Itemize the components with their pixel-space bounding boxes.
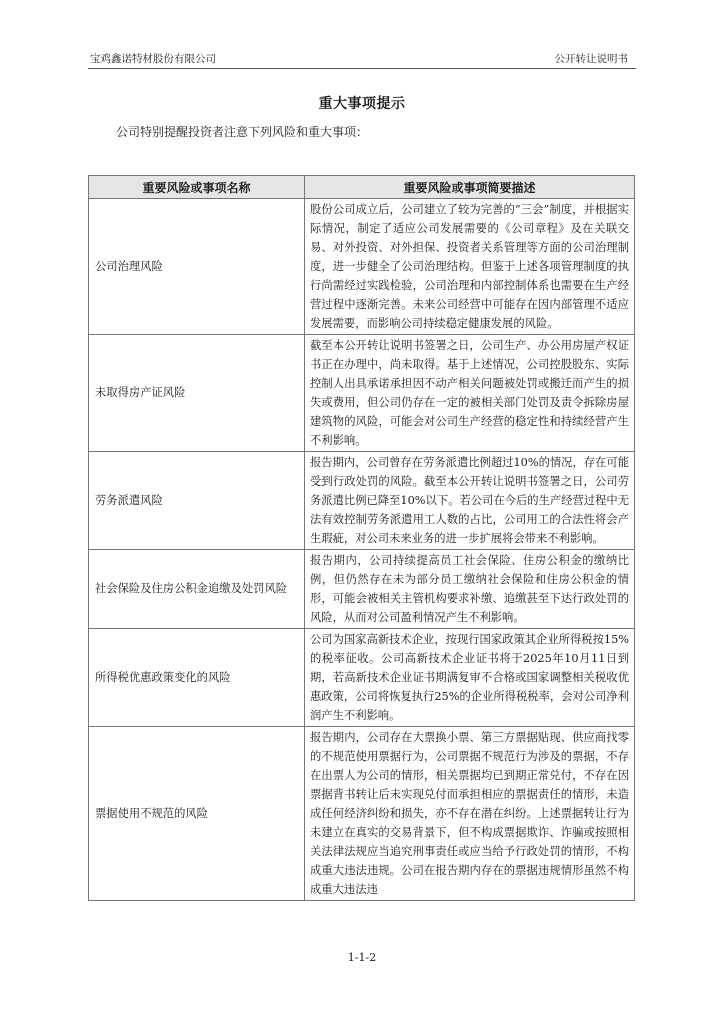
page-number: 1-1-2 <box>347 951 377 964</box>
table-row <box>89 550 635 629</box>
page-header <box>88 50 636 69</box>
table-row <box>89 199 635 335</box>
risk-description: 股份公司成立后，公司建立了较为完善的“三会”制度，并根据实际情况，制定了适应公司发展需要的《公司章程》及在关联交易、对外投资、对外担保、投资者关系管理等方面的公司治理制度，进一步健全了公司治理结构。但鉴于上述各项管理制度的执行尚需经过实践检验，公司治理和内部控制体系也需要在生产经营过程中逐渐完善。未来公司经营中可能存在因内部管理不适应发展需要，而影响公司持续稳定健康发展的风险。 <box>305 199 635 335</box>
risk-description: 公司为国家高新技术企业，按现行国家政策其企业所得税按15%的税率征收。公司高新技术企业证书将于2025年10月11日到期，若高新技术企业证书期满复审不合格或国家调整相关税收优惠政策，公司将恢复执行25%的企业所得税税率，会对公司净利润产生不利影响。 <box>305 629 635 727</box>
risk-description: 报告期内，公司存在大票换小票、第三方票据贴现、供应商找零的不规范使用票据行为，公司票据不规范行为涉及的票据，不存在出票人为公司的情形，相关票据均已到期正常兑付，不存在因票据背书转让后未实现兑付而承担相应的票据责任的情形，未造成任何经济纠纷和损失，亦不存在潜在纠纷。上述票据转让行为未建立在真实的交易背景下，但不构成票据欺诈、诈骗或按照相关法律法规应当追究刑事责任或应当给予行政处罚的情形，不构成重大违法违规。公司在报告期内存在的票据违规情形虽然不构成重大违法违 <box>305 727 635 901</box>
risk-description: 报告期内，公司持续提高员工社会保险、住房公积金的缴纳比例，但仍然存在未为部分员工缴纳社会保险和住房公积金的情形，可能会被相关主管机构要求补缴、追缴甚至下达行政处罚的风险，从而对公司盈利情况产生不利影响。 <box>305 550 635 629</box>
risk-name: 公司治理风险 <box>89 199 305 335</box>
column-header-risk-description: 重要风险或事项简要描述 <box>305 176 635 199</box>
header-document-type: 公开转让说明书 <box>554 53 628 65</box>
table-row <box>89 727 635 901</box>
risk-description: 截至本公开转让说明书签署之日，公司生产、办公用房屋产权证书正在办理中，尚未取得。基于上述情况，公司控股股东、实际控制人出具承诺承担因不动产相关问题被处罚或搬迁而产生的损失或费用，但公司仍存在一定的被相关部门处罚及责令拆除房屋建筑物的风险，可能会对公司生产经营的稳定性和持续经营产生不利影响。 <box>305 335 635 452</box>
header-company-name: 宝鸡鑫诺特材股份有限公司 <box>90 53 216 65</box>
risk-name: 票据使用不规范的风险 <box>89 727 305 901</box>
risk-description: 报告期内，公司曾存在劳务派遣比例超过10%的情况，存在可能受到行政处罚的风险。截至本公开转让说明书签署之日，公司劳务派遣比例已降至10%以下。若公司在今后的生产经营过程中无法有效控制劳务派遣用工人数的占比，公司用工的合法性将会产生瑕疵，对公司未来业务的进一步扩展将会带来不利影响。 <box>305 452 635 550</box>
risk-name: 所得税优惠政策变化的风险 <box>89 629 305 727</box>
intro-text: 公司特别提醒投资者注意下列风险和重大事项： <box>116 125 369 139</box>
table-row <box>89 452 635 550</box>
column-header-risk-name: 重要风险或事项名称 <box>89 176 305 199</box>
risk-name: 劳务派遣风险 <box>89 452 305 550</box>
table-row <box>89 335 635 452</box>
table-header-row <box>89 176 635 199</box>
risk-table <box>88 175 635 901</box>
risk-name: 社会保险及住房公积金追缴及处罚风险 <box>89 550 305 629</box>
page-title: 重大事项提示 <box>318 96 406 112</box>
table-row <box>89 629 635 727</box>
risk-name: 未取得房产证风险 <box>89 335 305 452</box>
